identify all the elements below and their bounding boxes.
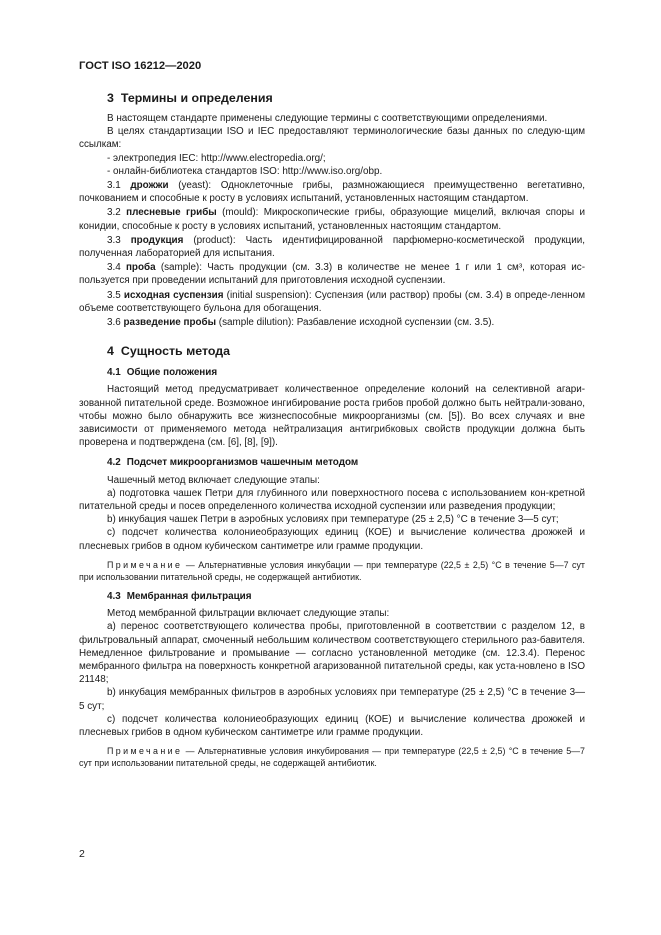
term-definition: (initial suspension): Суспензия (или раствор) пробы (см. 3.4) в опреде-ленном объеме соответствующего бульона для обогащения.: [79, 289, 585, 314]
note-text: — Альтернативные условия инкубации — при температуре (22,5 ± 2,5) °С в течение 5—7 сут при использовании питательной среды, не содержащей антибиотик.: [79, 559, 585, 582]
page-body: [79, 90, 585, 775]
subsection-4-2-note: [79, 559, 585, 583]
section-3-intro-1: В настоящем стандарте применены следующие термины с соответствующими определениями.: [107, 113, 548, 124]
term-3-5: [79, 289, 585, 315]
subsection-number: 4.2: [107, 457, 121, 469]
term-number: 3.6: [107, 317, 121, 329]
section-4-number: 4: [107, 344, 114, 359]
subsection-4-3-item-b: b) инкубация мембранных фильтров в аэробных условиях при температуре (25 ± 2,5) °С в течение 3—5 сут;: [79, 687, 585, 712]
term-number: 3.4: [107, 262, 121, 274]
subsection-4-2-intro: Чашечный метод включает следующие этапы:: [107, 474, 320, 486]
subsection-number: 4.1: [107, 367, 121, 379]
term-3-4: [79, 261, 585, 287]
subsection-4-3-item-c: с) подсчет количества колониеобразующих единиц (КОЕ) и вычисление количества дрожжей и плесневых грибов в одном кубическом сантиметре или грамме продукции.: [79, 713, 585, 738]
subsection-title: Общие положения: [126, 367, 218, 379]
subsection-4-3-intro: Метод мембранной фильтрации включает следующие этапы:: [107, 608, 390, 620]
term-definition: (sample): Часть продукции (см. 3.3) в количестве не менее 1 г или 1 см³, которая ис-пользуется при проведении испытаний для приготовления исходной суспензии.: [79, 262, 585, 287]
term-definition: (product): Часть идентифицированной парфюмерно-косметической продукции, полученная лабораторией для испытания.: [79, 234, 585, 260]
subsection-4-1-heading: [79, 366, 585, 379]
term-number: 3.5: [107, 289, 121, 301]
term-name: разведение пробы: [123, 317, 217, 329]
note-label: Примечание: [107, 559, 183, 570]
section-3-intro-2: В целях стандартизации ISO и IEC предоставляют терминологические базы данных по следую-щим ссылкам:: [79, 126, 585, 151]
term-definition: (sample dilution): Разбавление исходной суспензии (см. 3.5).: [216, 317, 495, 329]
page-number: 2: [79, 848, 85, 860]
page-header-standard: ГОСТ ISO 16212—2020: [79, 60, 202, 72]
term-name: плесневые грибы: [126, 207, 217, 219]
subsection-number: 4.3: [107, 590, 121, 602]
subsection-4-2-item-a: а) подготовка чашек Петри для глубинного или поверхностного посева с использованием кон-кретной питательной среды и посев определенного количества исходной суспензии или разведения продукции;: [79, 487, 585, 513]
term-definition: (yeast): Одноклеточные грибы, размножающиеся преимущественно вегетативно, почкованием и способные к росту в условиях испытаний, установленных настоящим стандартом.: [79, 180, 585, 205]
subsection-4-3-heading: [79, 590, 585, 603]
subsection-4-3-item-a: а) перенос соответствующего количества пробы, приготовленной в соответствии с разделом 12, в фильтровальный аппарат, смоченный небольшим количеством соответствующего стерильного раз-бавителя. Немедленное фильтрование и промывание — согласно установленной методике (см. 12.3.4). Перенос мембранного фильтра на поверхность конкретной агаризованной питательной среды, как уста-новлено в ISO 21148;: [79, 621, 585, 686]
subsection-4-3-note: [79, 745, 585, 769]
term-name: исходная суспензия: [123, 289, 224, 301]
subsection-4-2-item-c: с) подсчет количества колониеобразующих единиц (КОЕ) и вычисление количества дрожжей и плесневых грибов в одном кубическом сантиметре или грамме продукции.: [79, 527, 585, 552]
section-4-title: Сущность метода: [120, 344, 231, 359]
note-label: Примечание: [107, 746, 183, 757]
subsection-title: Мембранная фильтрация: [126, 590, 252, 602]
term-number: 3.1: [107, 180, 121, 192]
section-3-link-iso-obp: - онлайн-библиотека стандартов ISO: http://www.iso.org/obp.: [107, 165, 383, 177]
section-4-heading: [79, 343, 585, 359]
note-text: — Альтернативные условия инкубирования — при температуре (22,5 ± 2,5) °С в течение 5—7 сут при использовании питательной среды, не содержащей антибиотик.: [79, 746, 585, 769]
section-3-number: 3: [107, 91, 114, 105]
section-3-title: Термины и определения: [120, 91, 273, 105]
term-name: проба: [125, 262, 156, 274]
section-3-link-electropedia: - электропедия IEC: http://www.electropedia.org/;: [107, 152, 326, 164]
term-3-2: [79, 206, 585, 232]
term-3-3: [79, 234, 585, 260]
subsection-title: Подсчет микроорганизмов чашечным методом: [126, 457, 359, 469]
term-name: продукция: [130, 234, 184, 246]
subsection-4-1-text: Настоящий метод предусматривает количественное определение колоний на селективной агари-зованной питательной среде. Возможное ингибирование роста грибов пробой должно быть нейтрали-зовано, чтобы можно было обнаружить все жизнеспособные микроорганизмы (см. [5]). Во всех случаях и вне зависимости от применяемого метода нейтрализация антигрибковых свойств продукции должна быть проверена и подтверждена (см. [6], [8], [9]).: [79, 384, 585, 449]
subsection-4-2-item-b: b) инкубация чашек Петри в аэробных условиях при температуре (25 ± 2,5) °С в течение 3—5 сут;: [107, 514, 559, 526]
term-definition: (mould): Микроскопические грибы, образующие мицелий, включая споры и конидии, способные к росту в условиях испытаний, установленных настоящим стандартом.: [79, 207, 585, 232]
section-3-heading: [79, 90, 585, 106]
term-name: дрожжи: [130, 180, 169, 192]
term-number: 3.3: [107, 234, 121, 246]
term-3-6: [79, 316, 585, 329]
term-number: 3.2: [107, 207, 121, 219]
subsection-4-2-heading: [79, 456, 585, 469]
term-3-1: [79, 179, 585, 205]
